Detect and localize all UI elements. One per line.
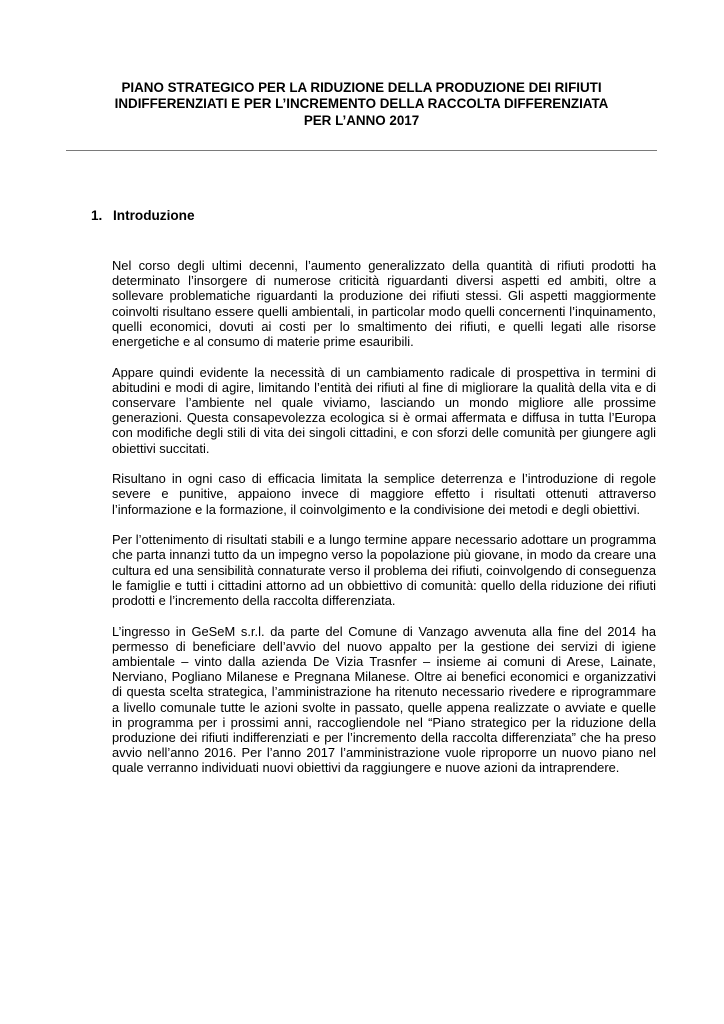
paragraph-3: Risultano in ogni caso di efficacia limitata la semplice deterrenza e l’introduzione di regole severe e punitive, appaiono invece di maggiore effetto i risultati ottenuti attraverso l’informazione e la formazione, il coinvolgimento e la condivisione dei metodi e degli obiettivi.: [112, 471, 656, 517]
paragraph-1: Nel corso degli ultimi decenni, l’aumento generalizzato della quantità di rifiuti prodotti ha determinato l’insorgere di numerose criticità riguardanti diversi aspetti ed ambiti, oltre a sollevare problematiche riguardanti la produzione dei rifiuti stessi. Gli aspetti maggiormente coinvolti risultano essere quelli ambientali, in particolar modo quelli concernenti l’inquinamento, quelli economici, dovuti ai costi per lo smaltimento dei rifiuti, e quelli legati alle risorse energetiche e al consumo di materie prime esauribili.: [112, 258, 656, 350]
paragraph-5: L’ingresso in GeSeM s.r.l. da parte del Comune di Vanzago avvenuta alla fine del 2014 ha permesso di beneficiare dell’avvio del nuovo appalto per la gestione dei servizi di igiene ambientale – vinto dalla azienda De Vizia Trasnfer – insieme ai comuni di Arese, Lainate, Nerviano, Pogliano Milanese e Pregnana Milanese. Oltre ai benefici economici e organizzativi di questa scelta strategica, l’amministrazione ha ritenuto necessario rivedere e riprogrammare a livello comunale tutte le azioni svolte in passato, quelle appena realizzate o avviate e quelle in programma per i prossimi anni, raccogliendole nel “Piano strategico per la riduzione della produzione dei rifiuti indifferenziati e per l’incremento della raccolta differenziata” che ha preso avvio nell’anno 2016. Per l’anno 2017 l’amministrazione vuole riproporre un nuovo piano nel quale verranno individuati nuovi obiettivi da raggiungere e nuove azioni da intraprendere.: [112, 623, 656, 776]
paragraph-2: Appare quindi evidente la necessità di un cambiamento radicale di prospettiva in termini di abitudini e modi di agire, limitando l’entità dei rifiuti al fine di migliorare la qualità della vita e di conservare l’ambiente nel quale viviamo, lasciando un mondo migliore alle prossime generazioni. Questa consapevolezza ecologica si è ormai affermata e diffusa in tutta l’Europa con modifiche degli stili di vita dei singoli cittadini, e con sforzi delle comunità per giungere agli obiettivi succitati.: [112, 364, 656, 456]
section-title: Introduzione: [113, 208, 195, 223]
title-line-3: PER L’ANNO 2017: [303, 112, 420, 128]
section-number: 1.: [91, 208, 103, 223]
section-body: [112, 258, 656, 791]
paragraph-4: Per l’ottenimento di risultati stabili e a lungo termine appare necessario adottare un programma che parta innanzi tutto da un impegno verso la popolazione più giovane, in modo da creare una cultura ed una sensibilità connaturate verso il problema dei rifiuti, coinvolgendo di conseguenza le famiglie e tutti i cittadini attorno ad un obbiettivo di comunità: quello della riduzione dei rifiuti prodotti e l’incremento della raccolta differenziata.: [112, 532, 656, 609]
title-divider: [66, 150, 657, 151]
title-line-1: PIANO STRATEGICO PER LA RIDUZIONE DELLA PRODUZIONE DEI RIFIUTI: [121, 80, 602, 95]
document-title: [66, 80, 657, 129]
title-line-2: INDIFFERENZIATI E PER L’INCREMENTO DELLA RACCOLTA DIFFERENZIATA: [114, 96, 609, 112]
section-heading: [91, 207, 195, 224]
